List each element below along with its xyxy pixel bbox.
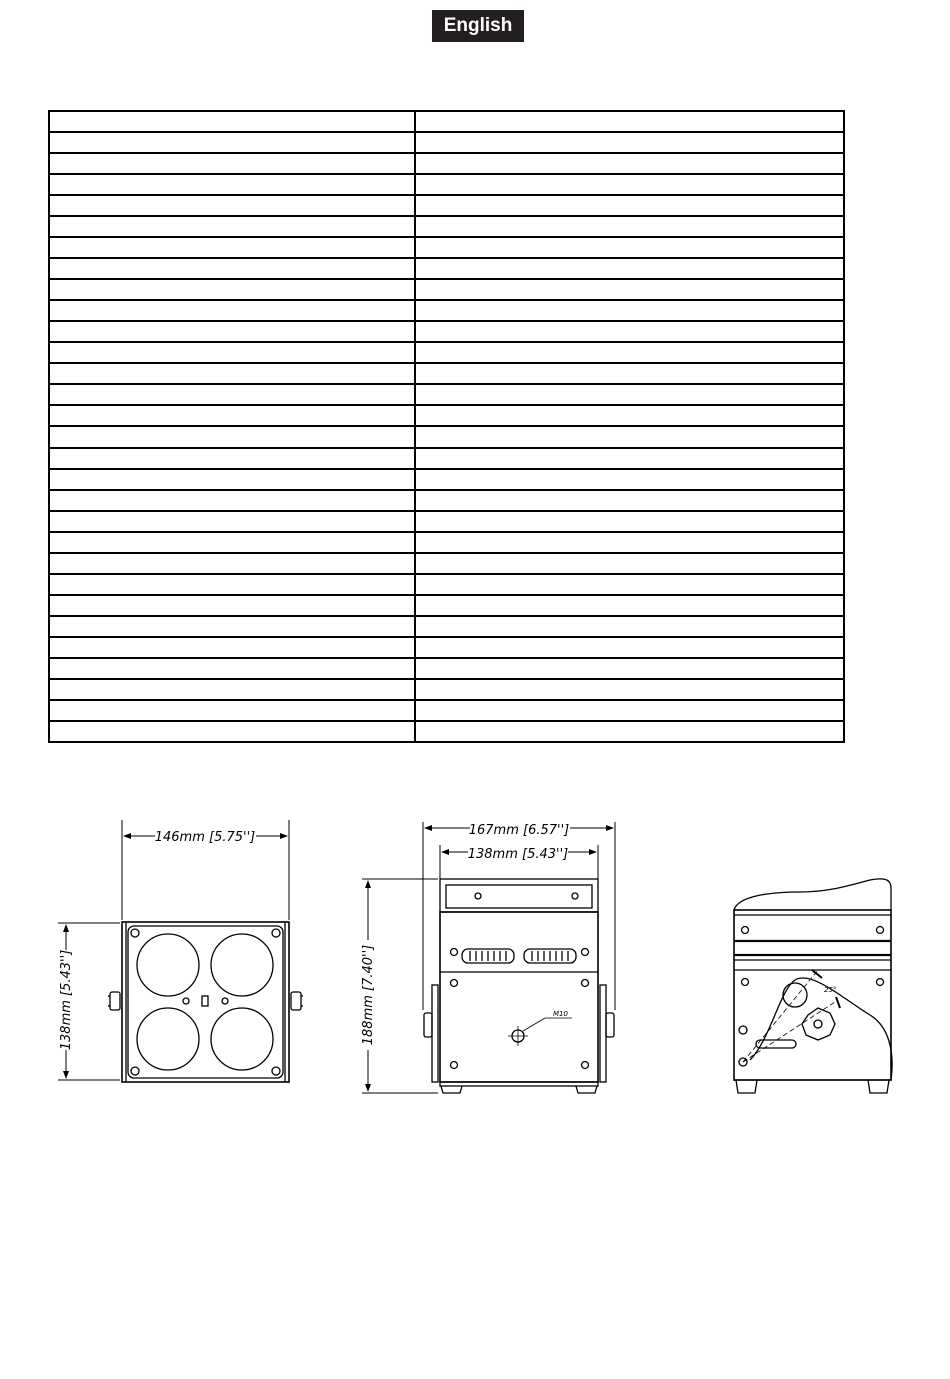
spec-label-cell [49,195,415,216]
spec-value-cell [415,658,844,679]
spec-row [49,658,844,679]
spec-row [49,700,844,721]
spec-label-cell [49,300,415,321]
spec-row [49,384,844,405]
spec-value-cell [415,532,844,553]
spec-value-cell [415,111,844,132]
back-outer-width-dimension: 167mm [6.57''] [468,823,570,838]
spec-label-cell [49,258,415,279]
spec-value-cell [415,616,844,637]
spec-row [49,426,844,447]
spec-row [49,616,844,637]
spec-row [49,405,844,426]
spec-value-cell [415,342,844,363]
front-width-dimension: 146mm [5.75''] [154,830,256,845]
spec-value-cell [415,258,844,279]
front-view-drawing [58,820,303,1082]
spec-row [49,574,844,595]
thread-label: M10 [553,1010,568,1018]
spec-value-cell [415,490,844,511]
front-height-dimension: 138mm [5.43''] [59,949,74,1051]
spec-value-cell [415,426,844,447]
spec-value-cell [415,174,844,195]
spec-value-cell [415,679,844,700]
spec-value-cell [415,405,844,426]
spec-label-cell [49,237,415,258]
spec-row [49,279,844,300]
spec-value-cell [415,553,844,574]
spec-label-cell [49,616,415,637]
spec-label-cell [49,532,415,553]
spec-value-cell [415,448,844,469]
back-height-dimension: 188mm [7.40''] [361,944,376,1046]
specification-table-body [49,111,844,742]
spec-row [49,132,844,153]
spec-row [49,595,844,616]
spec-value-cell [415,132,844,153]
spec-row [49,469,844,490]
spec-label-cell [49,174,415,195]
specification-table [48,110,845,743]
spec-row [49,342,844,363]
spec-label-cell [49,574,415,595]
spec-label-cell [49,511,415,532]
spec-row [49,721,844,742]
back-view-drawing [362,822,615,1093]
spec-row [49,363,844,384]
language-badge: English [432,10,524,42]
spec-value-cell [415,321,844,342]
spec-label-cell [49,553,415,574]
spec-value-cell [415,300,844,321]
spec-label-cell [49,153,415,174]
dimension-drawings [0,800,950,1120]
side-view-drawing [734,879,892,1093]
spec-row [49,553,844,574]
spec-label-cell [49,700,415,721]
spec-value-cell [415,153,844,174]
spec-value-cell [415,469,844,490]
spec-row [49,174,844,195]
spec-row [49,448,844,469]
spec-label-cell [49,321,415,342]
spec-label-cell [49,658,415,679]
spec-label-cell [49,595,415,616]
spec-label-cell [49,426,415,447]
spec-row [49,490,844,511]
tilt-angle-label: 25° [824,986,837,994]
spec-row [49,237,844,258]
spec-row [49,300,844,321]
spec-label-cell [49,216,415,237]
spec-row [49,195,844,216]
spec-row [49,111,844,132]
spec-label-cell [49,132,415,153]
spec-row [49,637,844,658]
spec-value-cell [415,384,844,405]
spec-value-cell [415,511,844,532]
spec-row [49,679,844,700]
spec-row [49,511,844,532]
spec-label-cell [49,279,415,300]
spec-row [49,532,844,553]
spec-label-cell [49,363,415,384]
spec-label-cell [49,679,415,700]
back-inner-width-dimension: 138mm [5.43''] [467,847,569,862]
spec-value-cell [415,637,844,658]
spec-value-cell [415,279,844,300]
spec-value-cell [415,216,844,237]
spec-value-cell [415,237,844,258]
spec-row [49,258,844,279]
spec-value-cell [415,595,844,616]
spec-value-cell [415,195,844,216]
spec-row [49,321,844,342]
spec-label-cell [49,469,415,490]
spec-label-cell [49,111,415,132]
spec-value-cell [415,700,844,721]
spec-label-cell [49,721,415,742]
spec-value-cell [415,574,844,595]
spec-row [49,216,844,237]
spec-label-cell [49,448,415,469]
spec-label-cell [49,405,415,426]
spec-value-cell [415,363,844,384]
spec-row [49,153,844,174]
spec-label-cell [49,490,415,511]
spec-label-cell [49,342,415,363]
spec-label-cell [49,637,415,658]
spec-label-cell [49,384,415,405]
spec-value-cell [415,721,844,742]
